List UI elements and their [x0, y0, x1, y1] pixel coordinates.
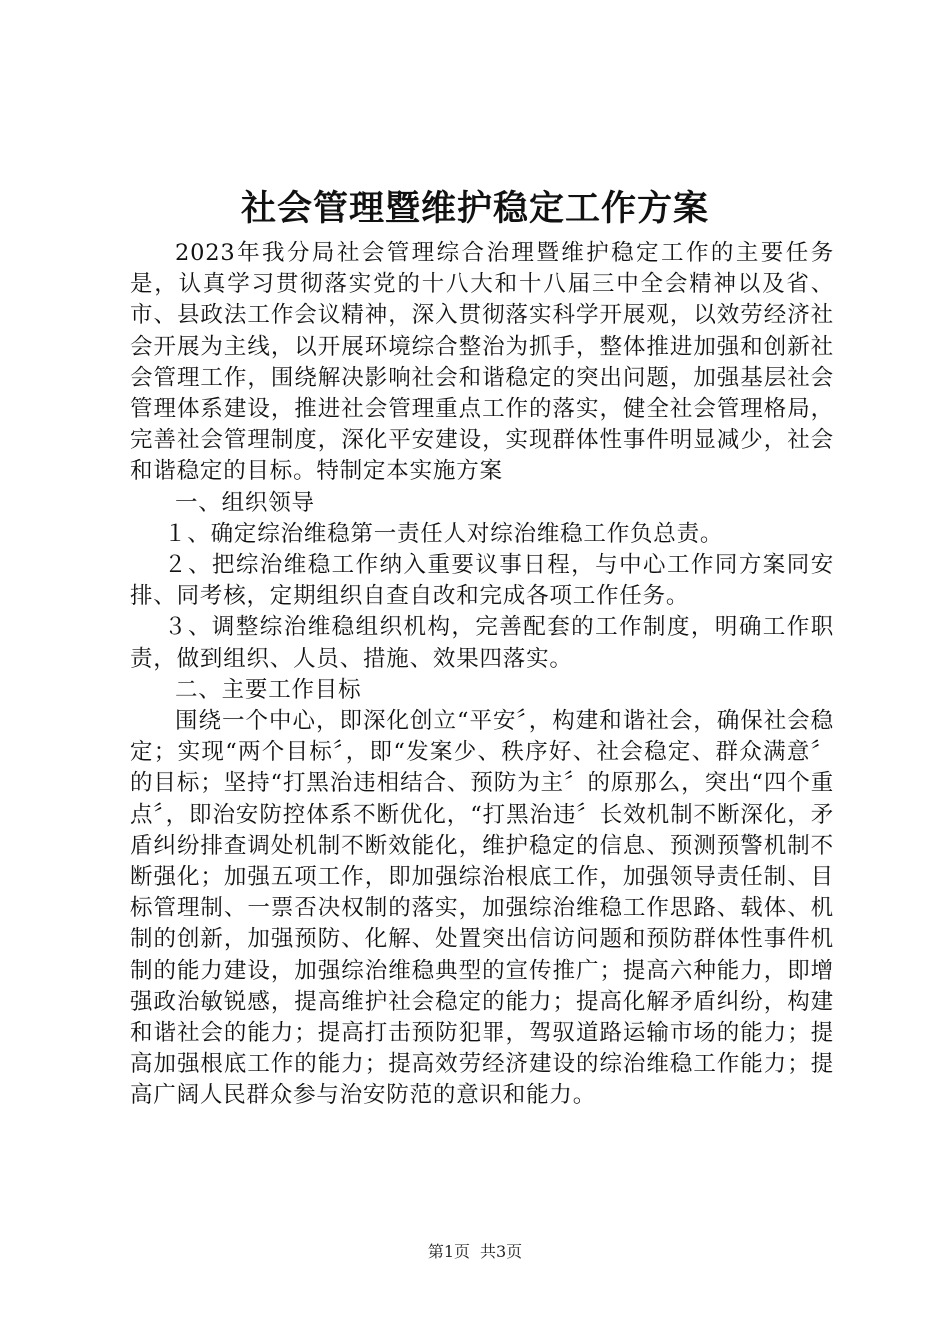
- page-footer: [0, 1240, 950, 1264]
- document-body: [130, 238, 834, 1112]
- paragraph-intro: 2023年我分局社会管理综合治理暨维护稳定工作的主要任务是，认真学习贯彻落实党的十八大和十八届三中全会精神以及省、市、县政法工作会议精神，深入贯彻落实科学开展观，以效劳经济社会开展为主线，以开展环境综合整治为抓手，整体推进加强和创新社会管理工作，围绕解决影响社会和谐稳定的突出问题，加强基层社会管理体系建设，推进社会管理重点工作的落实，健全社会管理格局，完善社会管理制度，深化平安建设，实现群体性事件明显减少，社会和谐稳定的目标。特制定本实施方案: [130, 240, 834, 485]
- section-heading-goals: 二、主要工作目标: [175, 676, 362, 703]
- list-item-3: ３、调整综治维稳组织机构，完善配套的工作制度，明确工作职责，做到组织、人员、措施、效果四落实。: [130, 614, 834, 672]
- page-number-current: 第1页: [427, 1242, 470, 1261]
- document-title: 社会管理暨维护稳定工作方案: [240, 188, 709, 229]
- page-number-total: 共3页: [480, 1242, 523, 1261]
- section-heading-organization: 一、组织领导: [175, 489, 315, 516]
- paragraph-goals: 围绕一个中心，即深化创立“平安〞，构建和谐社会，确保社会稳定；实现“两个目标〞，即“发案少、秩序好、社会稳定、群众满意〞的目标；坚持“打黑治违相结合、预防为主〞的原那么，突出“四个重点〞，即治安防控体系不断优化，“打黑治违〞长效机制不断深化，矛盾纠纷排查调处机制不断效能化，维护稳定的信息、预测预警机制不断强化；加强五项工作，即加强综治根底工作，加强领导责任制、目标管理制、一票否决权制的落实，加强综治维稳工作思路、载体、机制的创新，加强预防、化解、处置突出信访问题和预防群体性事件机制的能力建设，加强综治维稳典型的宣传推广；提高六种能力，即增强政治敏锐感，提高维护社会稳定的能力；提高化解矛盾纠纷，构建和谐社会的能力；提高打击预防犯罪，驾驭道路运输市场的能力；提高加强根底工作的能力；提高效劳经济建设的综治维稳工作能力；提高广阔人民群众参与治安防范的意识和能力。: [130, 708, 834, 1109]
- list-item-2: ２、把综治维稳工作纳入重要议事日程，与中心工作同方案同安排、同考核，定期组织自查自改和完成各项工作任务。: [130, 552, 834, 610]
- list-item-1: １、确定综治维稳第一责任人对综治维稳工作负总责。: [164, 520, 724, 547]
